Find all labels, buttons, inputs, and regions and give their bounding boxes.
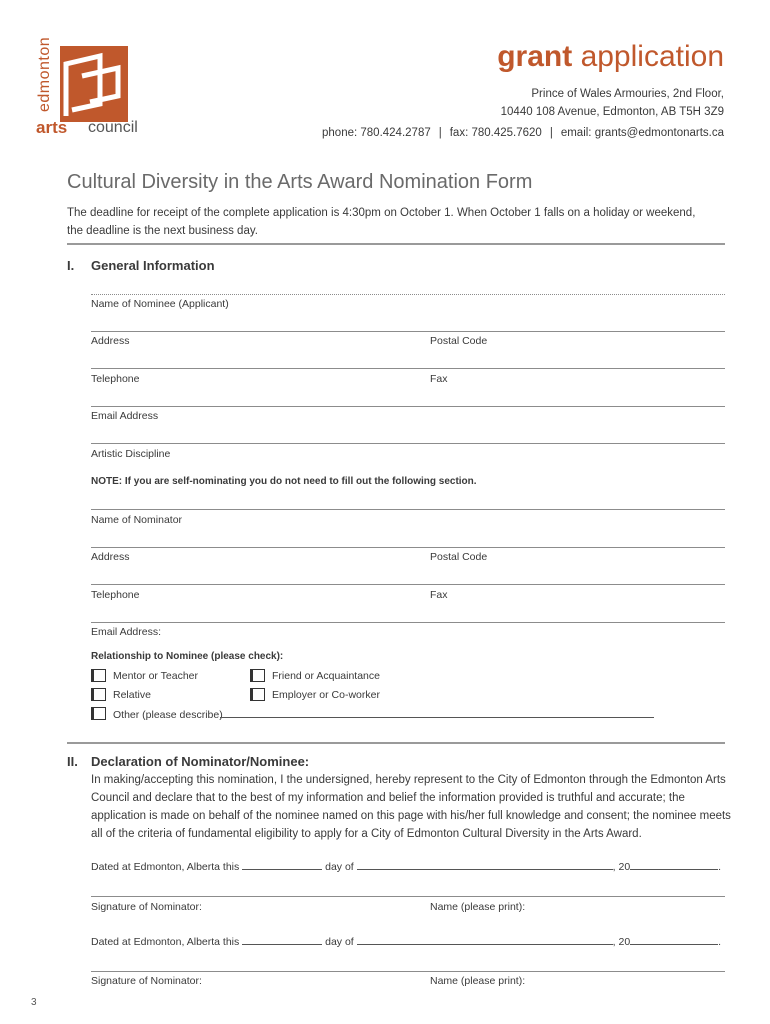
header-title [497, 40, 724, 74]
nominator-signature-field[interactable] [91, 896, 725, 897]
label-fax: Fax [430, 373, 448, 385]
nominator-name-field[interactable] [91, 509, 725, 510]
other-describe-field[interactable] [220, 717, 654, 718]
label-name-of-nominator: Name of Nominator [91, 514, 183, 526]
nominator-telephone-field[interactable] [91, 584, 725, 585]
divider [67, 243, 725, 245]
contact-line [322, 127, 724, 139]
employer-checkbox[interactable] [252, 688, 265, 701]
label-email: Email Address [91, 410, 159, 422]
fax: fax: 780.425.7620 [449, 127, 542, 139]
email: email: grants@edmontonarts.ca [560, 127, 724, 139]
section-2-number: II. [67, 754, 78, 769]
self-nomination-note: NOTE: If you are self-nominating you do not need to fill out the following section. [91, 476, 477, 487]
dated-row-1 [91, 859, 721, 873]
day-of-label: day of [325, 861, 354, 873]
nominator-email-field[interactable] [91, 622, 725, 623]
label-name-print: Name (please print): [430, 901, 526, 913]
label-address: Address [91, 335, 130, 347]
divider [67, 742, 725, 744]
dated-row-2 [91, 934, 721, 948]
label-signature-nominator-2: Signature of Nominator: [91, 975, 202, 987]
mentor-checkbox[interactable] [93, 669, 106, 682]
label-email-2: Email Address: [91, 626, 162, 638]
section-2-title: Declaration of Nominator/Nominee: [91, 754, 310, 769]
declaration-text: In making/accepting this nomination, I the undersigned, hereby represent to the City of Edmonton through the Edmonton Arts Council and declare that to the best of my information and belief the information provided is truthful and accurate; the application is made on behalf of the nominee named on this page with his/her full knowledge and consent; the nominee meets all of the criteria of fundamental eligibility to apply for a City of Edmonton Cultural Diversity in the Arts Award. [91, 774, 731, 840]
separator: | [549, 127, 553, 139]
header-title-bold: grant [497, 40, 573, 73]
section-1-number: I. [67, 258, 75, 273]
relationship-title: Relationship to Nominee (please check): [91, 651, 284, 662]
label-address-2: Address [91, 551, 130, 563]
label-telephone: Telephone [91, 373, 140, 385]
label-name-of-nominee: Name of Nominee (Applicant) [91, 298, 229, 310]
label-artistic-discipline: Artistic Discipline [91, 448, 171, 460]
phone: phone: 780.424.2787 [322, 127, 431, 139]
label-signature-nominator: Signature of Nominator: [91, 901, 202, 913]
period: . [718, 861, 722, 873]
year-prefix: , 20 [612, 861, 631, 873]
label-postal-code: Postal Code [430, 335, 488, 347]
friend-checkbox[interactable] [252, 669, 265, 682]
logo-arts: arts [36, 118, 68, 137]
other-label: Other (please describe) [113, 709, 223, 721]
other-checkbox[interactable] [93, 707, 106, 720]
label-postal-code-2: Postal Code [430, 551, 488, 563]
employer-label: Employer or Co-worker [272, 689, 380, 701]
dated-at-label: Dated at Edmonton, Alberta this [91, 936, 240, 948]
address-line-2: 10440 108 Avenue, Edmonton, AB T5H 3Z9 [500, 106, 724, 118]
year-field[interactable] [630, 934, 718, 945]
mentor-label: Mentor or Teacher [113, 670, 199, 682]
friend-label: Friend or Acquaintance [272, 670, 380, 682]
intro-text: The deadline for receipt of the complete application is 4:30pm on October 1. When October 1 falls on a holiday or weekend, the deadline is the next business day. [67, 207, 696, 237]
relative-label: Relative [113, 689, 151, 701]
dated-at-label: Dated at Edmonton, Alberta this [91, 861, 240, 873]
section-1-title: General Information [91, 258, 215, 273]
nominee-address-field[interactable] [91, 331, 725, 332]
header-title-light: application [580, 40, 724, 73]
month-field[interactable] [357, 934, 613, 945]
logo-mark-icon [60, 46, 128, 122]
day-of-label: day of [325, 936, 354, 948]
artistic-discipline-field[interactable] [91, 443, 725, 444]
address-line-1: Prince of Wales Armouries, 2nd Floor, [531, 88, 724, 100]
nominee-email-field[interactable] [91, 406, 725, 407]
label-name-print-2: Name (please print): [430, 975, 526, 987]
relative-checkbox[interactable] [93, 688, 106, 701]
separator: | [438, 127, 442, 139]
nominator-address-field[interactable] [91, 547, 725, 548]
month-field[interactable] [357, 859, 613, 870]
label-fax-2: Fax [430, 589, 448, 601]
page-number: 3 [31, 997, 37, 1008]
day-field[interactable] [242, 859, 322, 870]
nominee-name-field[interactable] [91, 294, 725, 295]
nominee-telephone-field[interactable] [91, 368, 725, 369]
logo-vertical-text: edmonton [36, 36, 53, 112]
day-field[interactable] [242, 934, 322, 945]
year-field[interactable] [630, 859, 718, 870]
nominee-signature-field[interactable] [91, 971, 725, 972]
logo-council: council [88, 119, 138, 136]
form-title: Cultural Diversity in the Arts Award Nomination Form [67, 171, 533, 193]
label-telephone-2: Telephone [91, 589, 140, 601]
period: . [718, 936, 722, 948]
year-prefix: , 20 [612, 936, 631, 948]
